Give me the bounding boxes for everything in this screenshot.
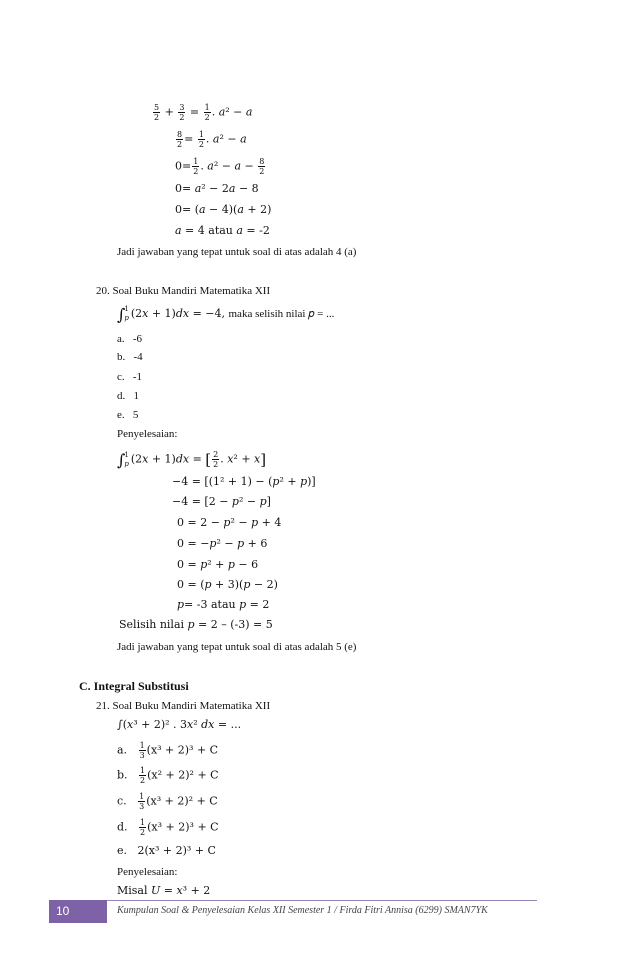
footer-text: Kumpulan Soal & Penyelesaian Kelas XII Semester 1 / Firda Fitri Annisa (6299) SMAN7YK: [117, 905, 488, 916]
q20-solution-line-6: 0 = 𝑝² + 𝑝 − 6: [177, 558, 259, 571]
q20-heading: 20. Soal Buku Mandiri Matematika XII: [96, 285, 271, 297]
fraction-1-2: $\frac{1}{2}$: [193, 157, 199, 176]
step-line-5: 0= (𝑎 − 4)(𝑎 + 2): [175, 203, 272, 216]
q20-solution-line-2: −4 = [(1² + 1) − (𝑝² + 𝑝)]: [172, 475, 316, 488]
q20-difference: Selisih nilai 𝑝 = 2 – (-3) = 5: [119, 618, 273, 631]
step-line-2: $\frac{8}{2}$ = $\frac{1}{2}$ . 𝑎² − 𝑎: [177, 130, 247, 149]
fraction-1-2: $\frac{1}{2}$: [204, 103, 210, 122]
q21-substitution: Misal 𝑈 = 𝑥³ + 2: [117, 884, 211, 897]
q20-solution-line-5: 0 = −𝑝² − 𝑝 + 6: [177, 537, 268, 550]
q20-solution-label: Penyelesaian:: [117, 428, 178, 440]
conclusion-19: Jadi jawaban yang tepat untuk soal di atas adalah 4 (a): [117, 246, 357, 258]
q20-option-b: b. -4: [117, 351, 143, 363]
integral-limits: 1 𝑝: [124, 450, 129, 468]
fraction-3-2: $\frac{3}{2}$: [179, 103, 185, 122]
step-line-6: 𝑎 = 4 atau 𝑎 = -2: [175, 224, 270, 237]
q20-solution-line-3: −4 = [2 − 𝑝² − 𝑝]: [172, 495, 271, 508]
section-c-title: C. Integral Substitusi: [79, 679, 189, 693]
q21-option-a: a. $\frac{1}{3}$ (x³ + 2)³ + C: [117, 741, 219, 760]
integral-limits: 1 𝑝: [124, 305, 129, 322]
fraction-2-2: $\frac{2}{2}$: [213, 450, 219, 469]
integral-sign: ∫: [117, 305, 126, 324]
fraction-8-2: $\frac{8}{2}$: [177, 130, 183, 149]
q20-solution-line-4: 0 = 2 − 𝑝² − 𝑝 + 4: [177, 516, 282, 529]
step-line-1: $\frac{5}{2}$ + $\frac{3}{2}$ = $\frac{1}{2}$ . 𝑎² − 𝑎: [154, 103, 253, 122]
q20-solution-line-7: 0 = (𝑝 + 3)(𝑝 − 2): [177, 578, 278, 591]
fraction-8-2: $\frac{8}{2}$: [259, 157, 265, 176]
fraction-1-3: $\frac{1}{3}$: [139, 792, 145, 811]
integral-sign: ∫: [117, 450, 126, 470]
q20-option-c: c. -1: [117, 371, 143, 383]
step-line-4: 0= 𝑎² − 2𝑎 − 8: [175, 182, 259, 195]
fraction-1-2: $\frac{1}{2}$: [198, 130, 204, 149]
q20-conclusion: Jadi jawaban yang tepat untuk soal di atas adalah 5 (e): [117, 641, 357, 653]
bracket-close-icon: ]: [260, 450, 267, 469]
q21-option-d: d. $\frac{1}{2}$ (x³ + 2)³ + C: [117, 818, 219, 837]
q21-solution-label: Penyelesaian:: [117, 866, 178, 878]
q20-option-a: a. -6: [117, 333, 143, 345]
fraction-5-2: $\frac{5}{2}$: [154, 103, 160, 122]
fraction-1-2: $\frac{1}{2}$: [140, 818, 146, 837]
page-number: 10: [49, 900, 107, 923]
fraction-1-3: $\frac{1}{3}$: [139, 741, 145, 760]
q21-option-c: c. $\frac{1}{3}$ (x³ + 2)² + C: [117, 792, 218, 811]
bracket-open-icon: [: [205, 450, 212, 469]
q20-question: ∫ 1 𝑝 (2𝑥 + 1)𝑑𝑥 = −4, maka selisih nilai 𝑝 = ...: [117, 305, 335, 324]
footer-divider: [107, 900, 537, 901]
q21-question: ∫(𝑥³ + 2)² . 3𝑥² 𝑑𝑥 = ...: [117, 718, 242, 731]
q21-option-e: e. 2(x³ + 2)³ + C: [117, 844, 216, 857]
q21-heading: 21. Soal Buku Mandiri Matematika XII: [96, 700, 271, 712]
q20-option-e: e. 5: [117, 409, 139, 421]
q20-solution-line-8: 𝑝= -3 atau 𝑝 = 2: [177, 598, 270, 611]
q21-option-b: b. $\frac{1}{2}$ (x² + 2)² + C: [117, 766, 219, 785]
q20-option-d: d. 1: [117, 390, 139, 402]
step-line-3: 0= $\frac{1}{2}$ . 𝑎² − 𝑎 − $\frac{8}{2}$: [175, 157, 265, 176]
q20-solution-line-1: ∫ 1 𝑝 (2𝑥 + 1)𝑑𝑥 = [ $\frac{2}{2}$ . 𝑥² + 𝑥]: [117, 450, 267, 470]
fraction-1-2: $\frac{1}{2}$: [140, 766, 146, 785]
